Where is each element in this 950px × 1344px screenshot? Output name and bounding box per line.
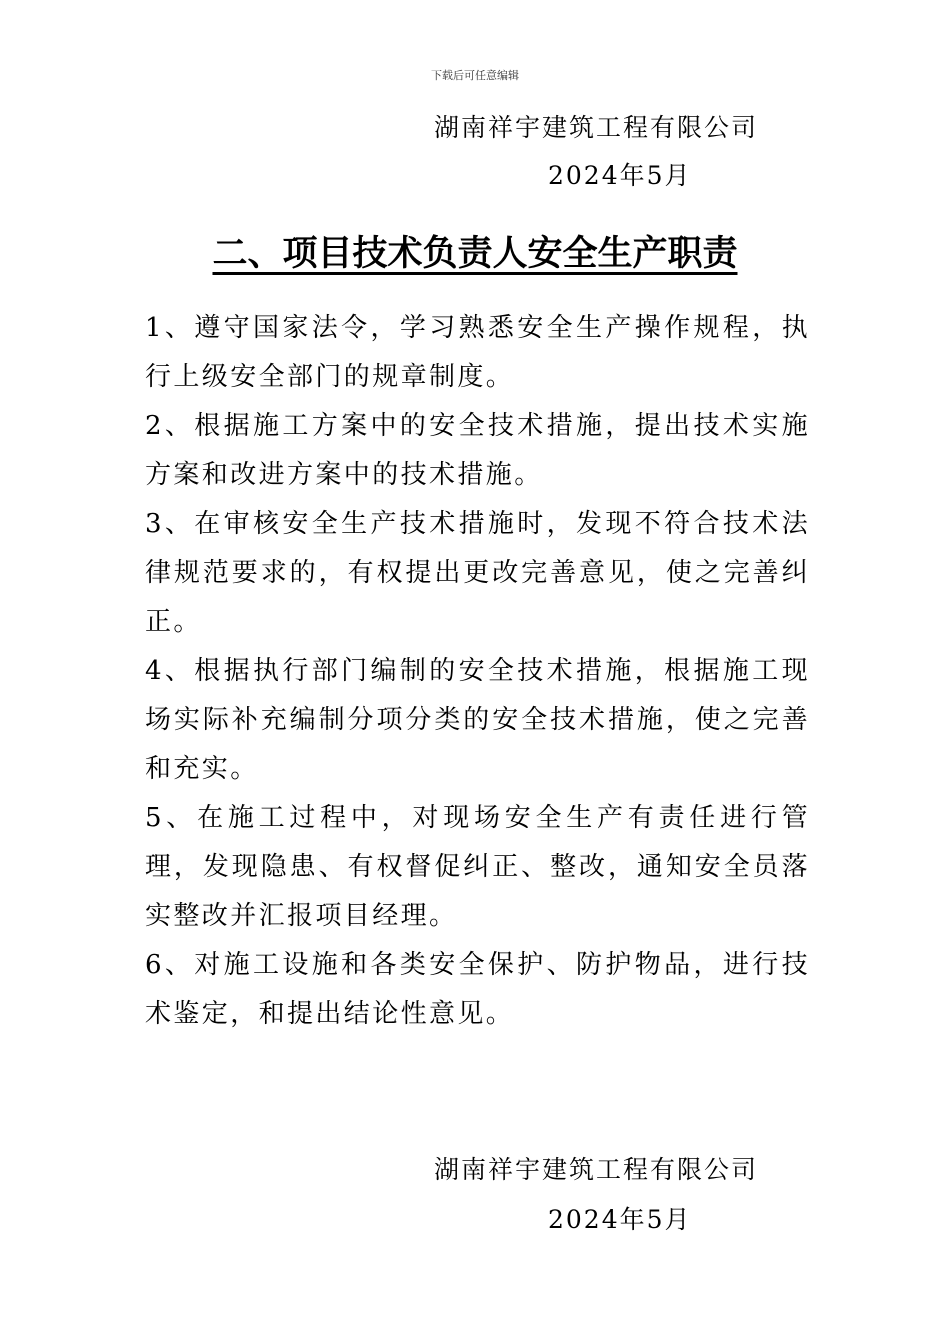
duty-item-1: 1、遵守国家法令，学习熟悉安全生产操作规程，执行上级安全部门的规章制度。 bbox=[145, 313, 810, 392]
date-top: 2024年5月 bbox=[548, 161, 692, 190]
company-name-top: 湖南祥宇建筑工程有限公司 bbox=[434, 113, 759, 142]
company-name-bottom: 湖南祥宇建筑工程有限公司 bbox=[434, 1155, 759, 1184]
duty-item-2: 2、根据施工方案中的安全技术措施，提出技术实施方案和改进方案中的技术措施。 bbox=[145, 411, 810, 490]
header-note: 下载后可任意编辑 bbox=[431, 69, 519, 82]
date-bottom: 2024年5月 bbox=[548, 1205, 692, 1234]
duty-item-5: 5、在施工过程中，对现场安全生产有责任进行管理，发现隐患、有权督促纠正、整改，通知安全员落实整改并汇报项目经理。 bbox=[145, 803, 810, 931]
section-title bbox=[0, 226, 950, 276]
duty-item-4: 4、根据执行部门编制的安全技术措施，根据施工现场实际补充编制分项分类的安全技术措施，使之完善和充实。 bbox=[145, 656, 810, 784]
duty-list bbox=[145, 304, 810, 1039]
duty-item-6: 6、对施工设施和各类安全保护、防护物品，进行技术鉴定，和提出结论性意见。 bbox=[145, 950, 810, 1029]
duty-item-3: 3、在审核安全生产技术措施时，发现不符合技术法律规范要求的，有权提出更改完善意见，使之完善纠正。 bbox=[145, 509, 810, 637]
section-title-text: 二、项目技术负责人安全生产职责 bbox=[212, 233, 738, 274]
